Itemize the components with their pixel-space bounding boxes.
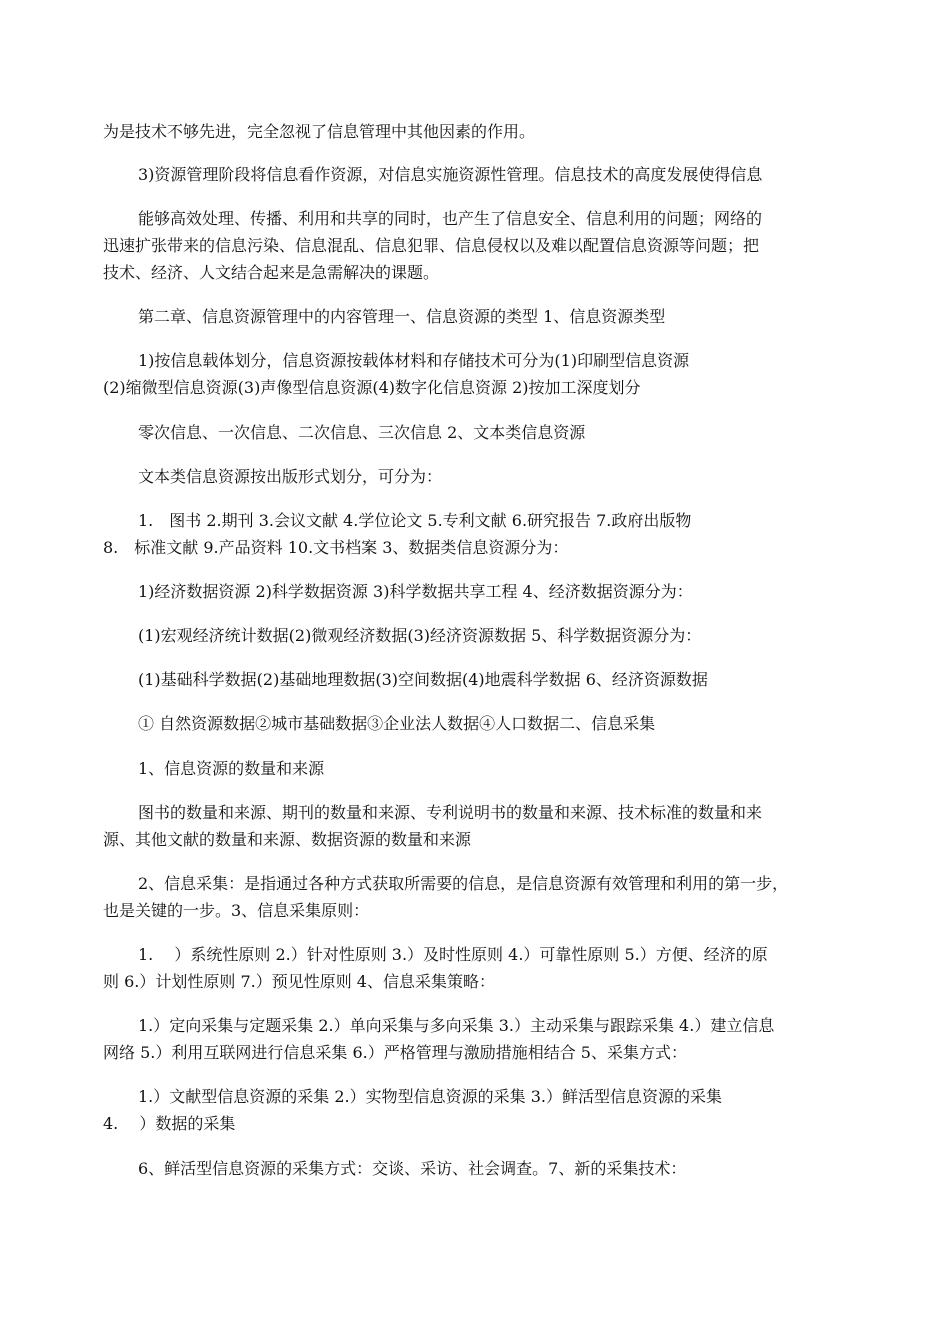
text-line: 网络 5.）利用互联网进行信息采集 6.）严格管理与激励措施相结合 5、采集方式： (103, 1043, 687, 1062)
text-line: 1、信息资源的数量和来源 (138, 759, 325, 778)
text-line: 第二章、信息资源管理中的内容管理一、信息资源的类型 1、信息资源类型 (138, 307, 666, 326)
text-line: 1. 图书 2.期刊 3.会议文献 4.学位论文 5.专利文献 6.研究报告 7.政府出版物 (138, 511, 692, 530)
text-line: 1)按信息载体划分，信息资源按载体材料和存储技术可分为(1)印刷型信息资源 (138, 351, 690, 370)
text-line: 3)资源管理阶段将信息看作资源，对信息实施资源性管理。信息技术的高度发展使得信息 (138, 165, 763, 184)
text-line: 能够高效处理、传播、利用和共享的同时，也产生了信息安全、信息利用的问题；网络的 (138, 209, 763, 228)
text-line: (1)基础科学数据(2)基础地理数据(3)空间数据(4)地震科学数据 6、经济资源数据 (138, 670, 708, 689)
text-line: 1. ）系统性原则 2.）针对性原则 3.）及时性原则 4.）可靠性原则 5.）方便、经济的原 (138, 945, 768, 964)
text-line: 1.）定向采集与定题采集 2.）单向采集与多向采集 3.）主动采集与跟踪采集 4.）建立信息 (138, 1016, 775, 1035)
text-line: 1)经济数据资源 2)科学数据资源 3)科学数据共享工程 4、经济数据资源分为： (138, 582, 693, 601)
text-line: 图书的数量和来源、期刊的数量和来源、专利说明书的数量和来源、技术标准的数量和来 (138, 803, 763, 822)
text-line: 8. 标准文献 9.产品资料 10.文书档案 3、数据类信息资源分为： (103, 538, 569, 557)
text-line: 为是技术不够先进，完全忽视了信息管理中其他因素的作用。 (103, 122, 536, 141)
text-line: 则 6.）计划性原则 7.）预见性原则 4、信息采集策略： (103, 972, 495, 991)
text-line: (2)缩微型信息资源(3)声像型信息资源(4)数字化信息资源 2)按加工深度划分 (103, 378, 641, 397)
text-line: 零次信息、一次信息、二次信息、三次信息 2、文本类信息资源 (138, 423, 586, 442)
text-line: (1)宏观经济统计数据(2)微观经济数据(3)经济资源数据 5、科学数据资源分为： (138, 626, 702, 645)
text-line: 2、信息采集：是指通过各种方式获取所需要的信息，是信息资源有效管理和利用的第一步， (138, 874, 789, 893)
text-line: 1.）文献型信息资源的采集 2.）实物型信息资源的采集 3.）鲜活型信息资源的采集 (138, 1087, 722, 1106)
text-line: 源、其他文献的数量和来源、数据资源的数量和来源 (103, 830, 472, 849)
text-line: 4. ）数据的采集 (103, 1114, 236, 1133)
text-line: 迅速扩张带来的信息污染、信息混乱、信息犯罪、信息侵权以及难以配置信息资源等问题；把 (103, 236, 760, 255)
text-line: 也是关键的一步。3、信息采集原则： (103, 901, 370, 920)
text-line: ① 自然资源数据②城市基础数据③企业法人数据④人口数据二、信息采集 (138, 714, 656, 733)
text-line: 技术、经济、人文结合起来是急需解决的课题。 (103, 263, 440, 282)
text-line: 6、鲜活型信息资源的采集方式：交谈、采访、社会调查。7、新的采集技术： (138, 1159, 687, 1178)
text-line: 文本类信息资源按出版形式划分，可分为： (138, 467, 443, 486)
